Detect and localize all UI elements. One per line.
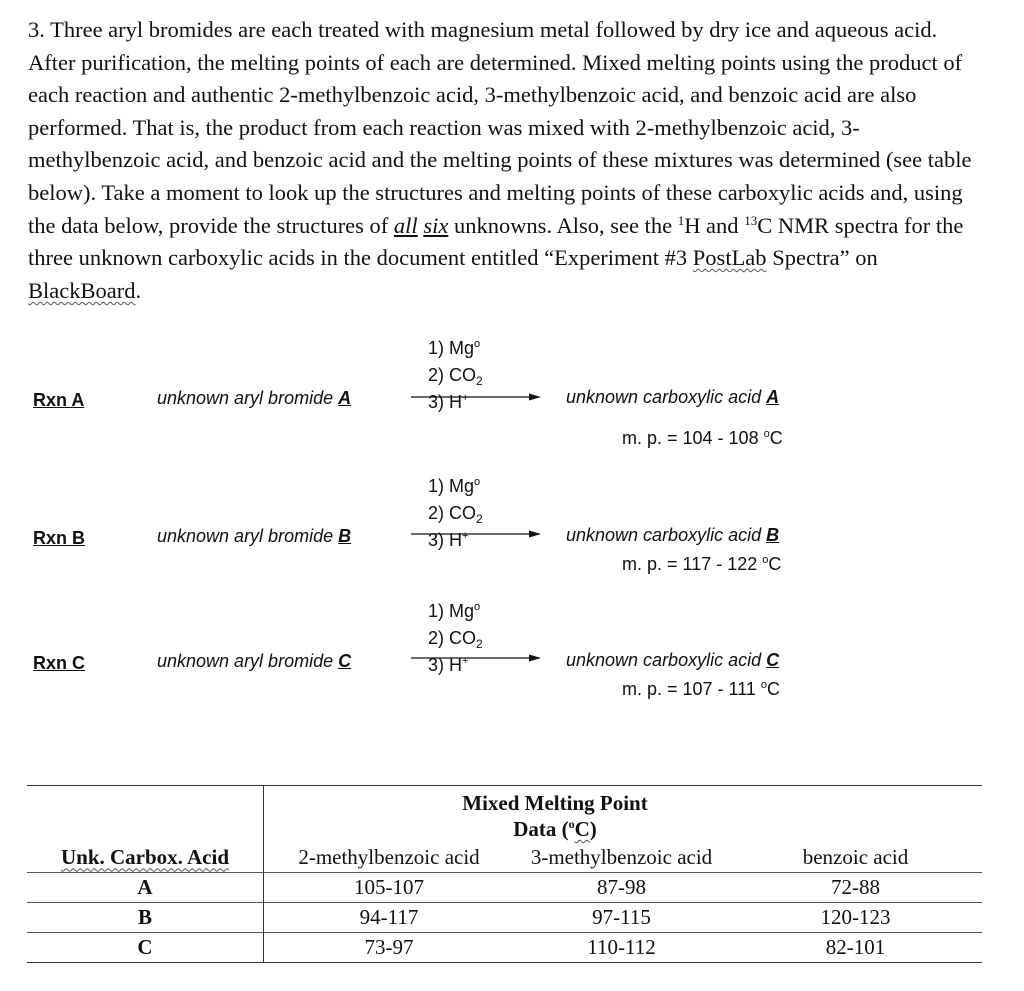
table-row: B 94-117 97-115 120-123: [27, 903, 982, 933]
header-2-methylbenzoic: 2-methylbenzoic acid: [264, 844, 515, 873]
reaction-b: [0, 473, 1024, 573]
aryl-bromide-a: unknown aryl bromide A: [157, 388, 352, 408]
table-title: Mixed Melting Point: [264, 786, 983, 816]
question-text-6: .: [135, 277, 142, 303]
reaction-conditions: 1) Mg$^o$ 2) $CO_2$ 3) H+: [428, 476, 483, 550]
carboxylic-acid-c: unknown carboxylic acid C: [566, 650, 780, 670]
melting-point-b: m. p. = 117 - 122 $^o$C: [622, 554, 782, 574]
h-superscript: 1: [677, 212, 685, 228]
emphasis-all: all: [393, 212, 418, 238]
blackboard-word: BlackBoard: [28, 277, 136, 303]
table-title-units: Data ($^o$C): [513, 817, 597, 841]
melting-point-c: m. p. = 107 - 111 $^o$C: [622, 679, 781, 699]
table-row: C 73-97 110-112 82-101: [27, 933, 982, 963]
reaction-label: Rxn B: [33, 528, 86, 548]
aryl-bromide-c: unknown aryl bromide C: [157, 651, 352, 671]
emphasis-six: six: [423, 212, 449, 238]
reaction-a: [0, 335, 1024, 448]
question-paragraph: [28, 14, 978, 307]
question-text-3: H and: [684, 212, 745, 238]
aryl-bromide-b: unknown aryl bromide B: [157, 526, 352, 546]
reaction-label: Rxn C: [33, 653, 86, 673]
header-benzoic: benzoic acid: [729, 844, 982, 873]
reaction-c: [0, 598, 1024, 698]
carboxylic-acid-b: unknown carboxylic acid B: [566, 525, 780, 545]
melting-point-a: m. p. = 104 - 108 $^o$C: [622, 428, 783, 448]
reaction-arrow-icon: [411, 529, 541, 539]
question-text-4: C NMR spectra for the three unknown carboxylic acids in the document entitled “Experiment #3: [28, 212, 964, 271]
question-text-1: Three aryl bromides are each treated with magnesium metal followed by dry ice and aqueous acid. After purification, the melting points of each are determined. Mixed melting points using the product of each reaction and authentic 2-methylbenzoic acid, 3-methylbenzoic acid, and benzoic acid are also performed. That is, the product from each reaction was mixed with 2-methylbenzoic acid, 3-methylbenzoic acid, and benzoic acid and the melting points of these mixtures was determined (see table below). Take a moment to look up the structures and melting points of these carboxylic acids and, using the data below, provide the structures of: [28, 17, 972, 238]
reaction-arrow-icon: [411, 392, 541, 402]
header-unknown-acid: Unk. Carbox. Acid: [27, 844, 264, 873]
mixed-melting-point-table: [27, 785, 982, 963]
reaction-arrow-icon: [411, 653, 541, 663]
question-text-2: unknowns. Also, see the: [448, 212, 678, 238]
question-text-5: Spectra” on: [766, 245, 878, 271]
header-3-methylbenzoic: 3-methylbenzoic acid: [514, 844, 729, 873]
carboxylic-acid-a: unknown carboxylic acid A: [566, 387, 780, 407]
c-superscript: 13: [744, 212, 758, 228]
postlab-word: PostLab: [692, 245, 767, 271]
reaction-conditions: 1) Mg$^o$ 2) $CO_2$ 3) H+: [428, 338, 483, 412]
reaction-conditions: 1) Mg$^o$ 2) $CO_2$ 3) H+: [428, 601, 483, 675]
table-row: A 105-107 87-98 72-88: [27, 873, 982, 903]
reaction-label: Rxn A: [33, 390, 85, 410]
question-number: 3.: [28, 17, 45, 42]
